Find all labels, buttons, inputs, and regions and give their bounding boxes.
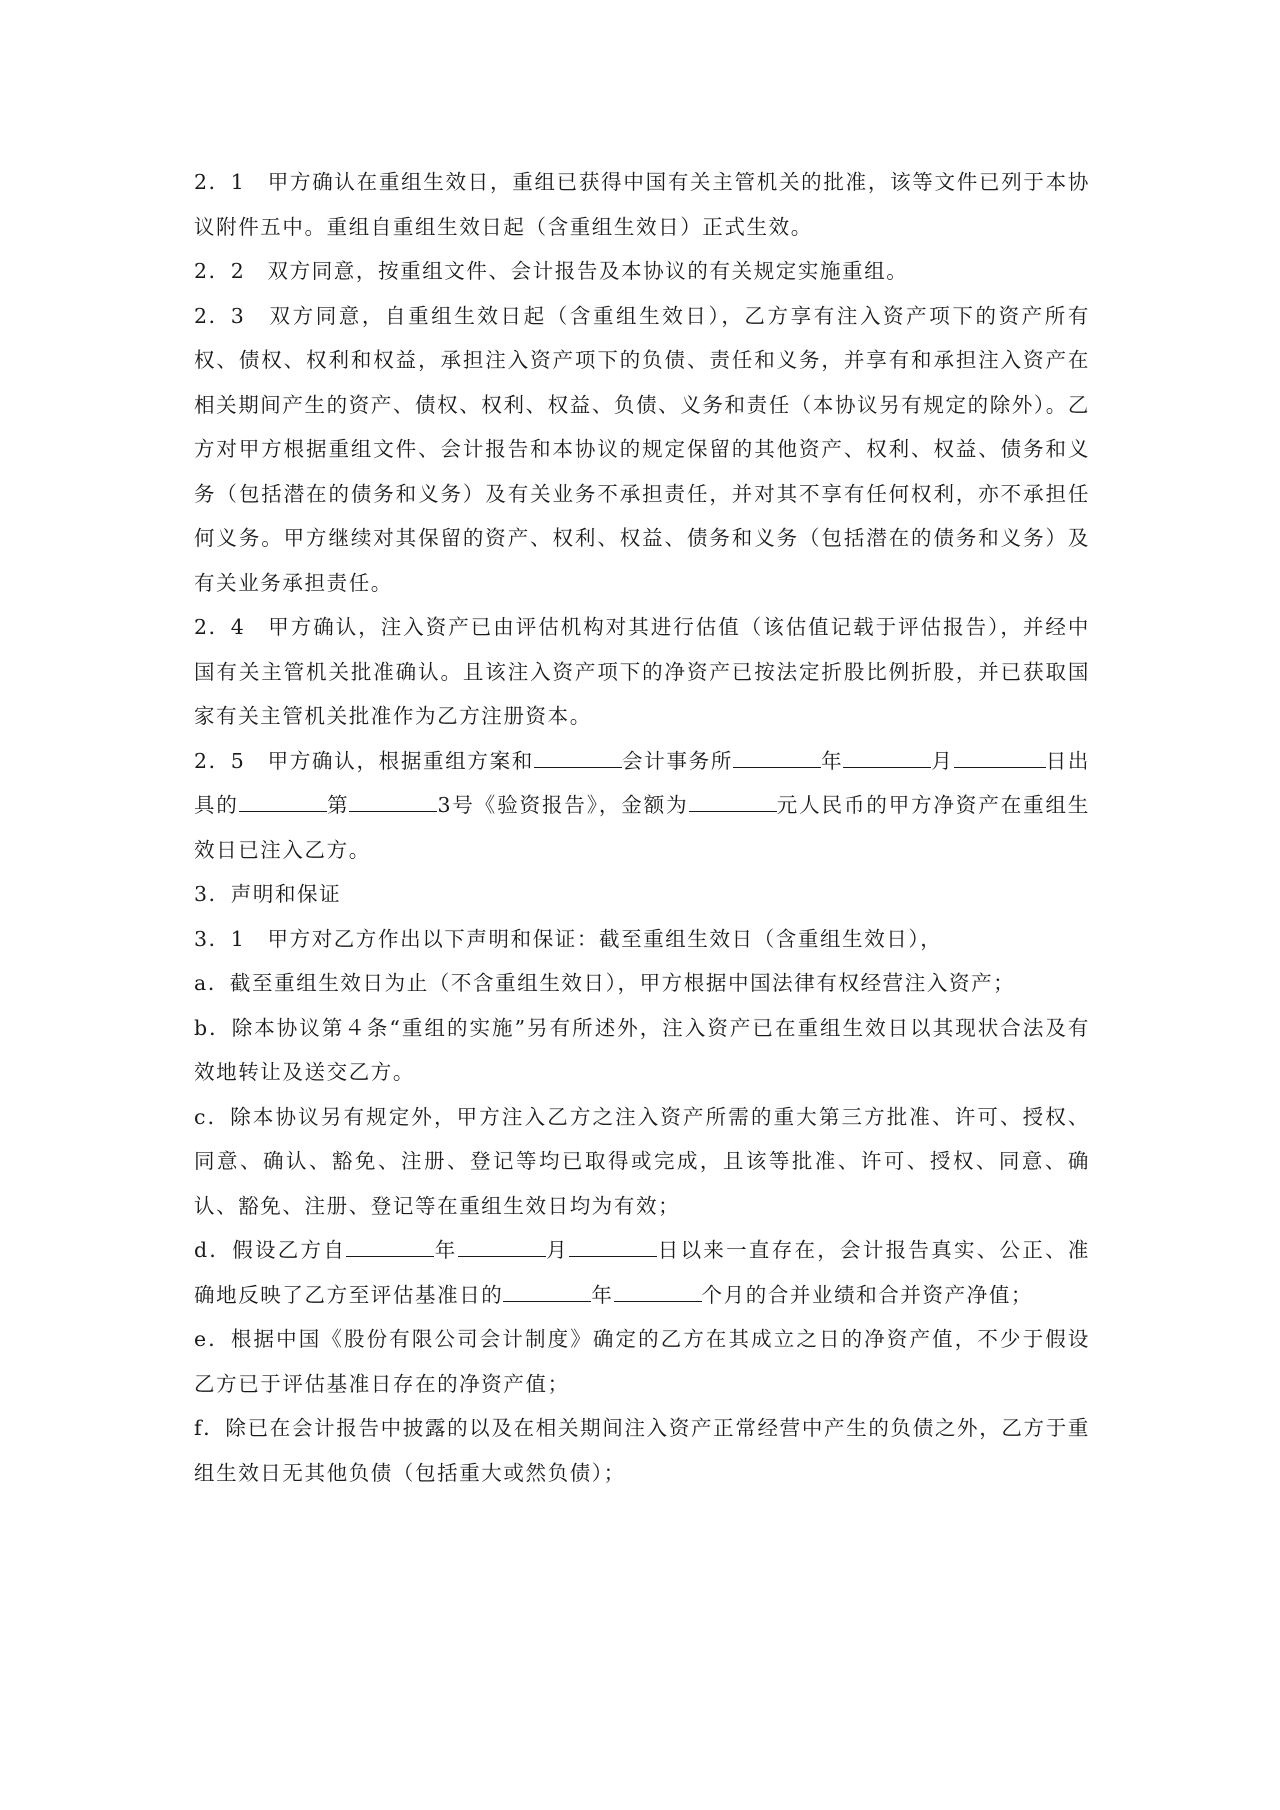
item-text: 个月的合并业绩和合并资产净值； <box>701 1282 1034 1307</box>
clause-text: 第 <box>326 793 350 817</box>
clause-text: 双方同意，按重组文件、会计报告及本协议的有关规定实施重组。 <box>245 259 909 283</box>
clause-text: 甲方确认，根据重组方案和 <box>245 748 534 773</box>
clause-2-1 <box>194 160 1090 249</box>
item-e: e．根据中国《股份有限公司会计制度》确定的乙方在其成立之日的净资产值，不少于假设乙方已于评估基准日存在的净资产值； <box>194 1327 1090 1396</box>
fill-blank-year <box>503 1283 591 1302</box>
fill-blank-day <box>954 749 1046 768</box>
clause-2-5 <box>194 739 1090 873</box>
fill-blank-accounting-firm <box>534 749 622 768</box>
item-f: f．除已在会计报告中披露的以及在相关期间注入资产正常经营中产生的负债之外，乙方于重组生效日无其他负债（包括重大或然负债）； <box>194 1416 1090 1485</box>
clause-number: 2．4 <box>194 615 246 639</box>
clause-text: 甲方对乙方作出以下声明和保证：截至重组生效日（含重组生效日）， <box>245 926 943 951</box>
clause-text: 甲方确认，注入资产已由评估机构对其进行估值（该估值记载于评估报告），并经中国有关主管机关批准确认。且该注入资产项下的净资产已按法定折股比例折股，并已获取国家有关主管机关批准作为乙方注册资本。 <box>194 615 1090 728</box>
clause-text: 双方同意，自重组生效日起（含重组生效日），乙方享有注入资产项下的资产所有权、债权、权利和权益，承担注入资产项下的负债、责任和义务，并享有和承担注入资产在相关期间产生的资产、债权、权利、权益、负债、义务和责任（本协议另有规定的除外）。乙方对甲方根据重组文件、会计报告和本协议的规定保留的其他资产、权利、权益、债务和义务（包括潜在的债务和义务）及有关业务不承担责任，并对其不享有任何权利，亦不承担任何义务。甲方继续对其保留的资产、权利、权益、债务和义务（包括潜在的债务和义务）及有关业务承担责任。 <box>194 303 1090 595</box>
clause-text: 月 <box>931 748 954 773</box>
clause-number: 2．1 <box>194 170 246 194</box>
item-text: 日以来一直存在，会计报告真实、公正、准确地反映了乙方至评估基准日的 <box>194 1238 1091 1307</box>
clause-2-4 <box>194 605 1090 739</box>
clause-text: 3号《验资报告》，金额为 <box>437 793 689 817</box>
fill-blank-report-number <box>349 793 437 812</box>
clause-number: 2．3 <box>194 303 246 328</box>
section-heading-3: 3．声明和保证 <box>194 882 342 906</box>
clause-number: 2．5 <box>194 748 246 773</box>
clause-2-3 <box>194 294 1090 606</box>
fill-blank-months <box>614 1283 702 1302</box>
clause-text: 年 <box>821 748 844 773</box>
item-text: d．假设乙方自 <box>194 1238 347 1262</box>
fill-blank-amount <box>689 793 777 812</box>
clause-number: 2．2 <box>194 259 246 283</box>
fill-blank-day <box>569 1238 657 1257</box>
item-c: c．除本协议另有规定外，甲方注入乙方之注入资产所需的重大第三方批准、许可、授权、同意、确认、豁免、注册、登记等均已取得或完成，且该等批准、许可、授权、同意、确认、豁免、注册、登记等在重组生效日均为有效； <box>194 1104 1090 1218</box>
fill-blank-year <box>346 1238 434 1257</box>
item-b: b．除本协议第４条“重组的实施”另有所述外，注入资产已在重组生效日以其现状合法及有效地转让及送交乙方。 <box>194 1015 1090 1084</box>
clause-text: 会计事务所 <box>621 748 734 773</box>
clause-2-2 <box>194 249 1090 294</box>
item-text: 月 <box>545 1238 570 1262</box>
fill-blank-month <box>843 749 931 768</box>
item-text: 年 <box>591 1282 614 1307</box>
item-a: a．截至重组生效日为止（不含重组生效日），甲方根据中国法律有权经营注入资产； <box>194 971 1016 995</box>
fill-blank-month <box>458 1238 546 1257</box>
clause-3-1 <box>194 917 1090 962</box>
item-text: 年 <box>434 1238 458 1262</box>
clause-text: 甲方确认在重组生效日，重组已获得中国有关主管机关的批准，该等文件已列于本协议附件五中。重组自重组生效日起（含重组生效日）正式生效。 <box>194 170 1090 239</box>
clause-number: 3．1 <box>194 926 246 951</box>
fill-blank-year <box>733 749 821 768</box>
fill-blank-issuer <box>239 793 327 812</box>
clause-text: 元人民币的甲方净资产在重组生效日已注入乙方。 <box>194 793 1090 862</box>
document-body <box>194 160 1090 1495</box>
item-d <box>194 1228 1090 1317</box>
clause-text: 日出具的 <box>194 748 1091 817</box>
